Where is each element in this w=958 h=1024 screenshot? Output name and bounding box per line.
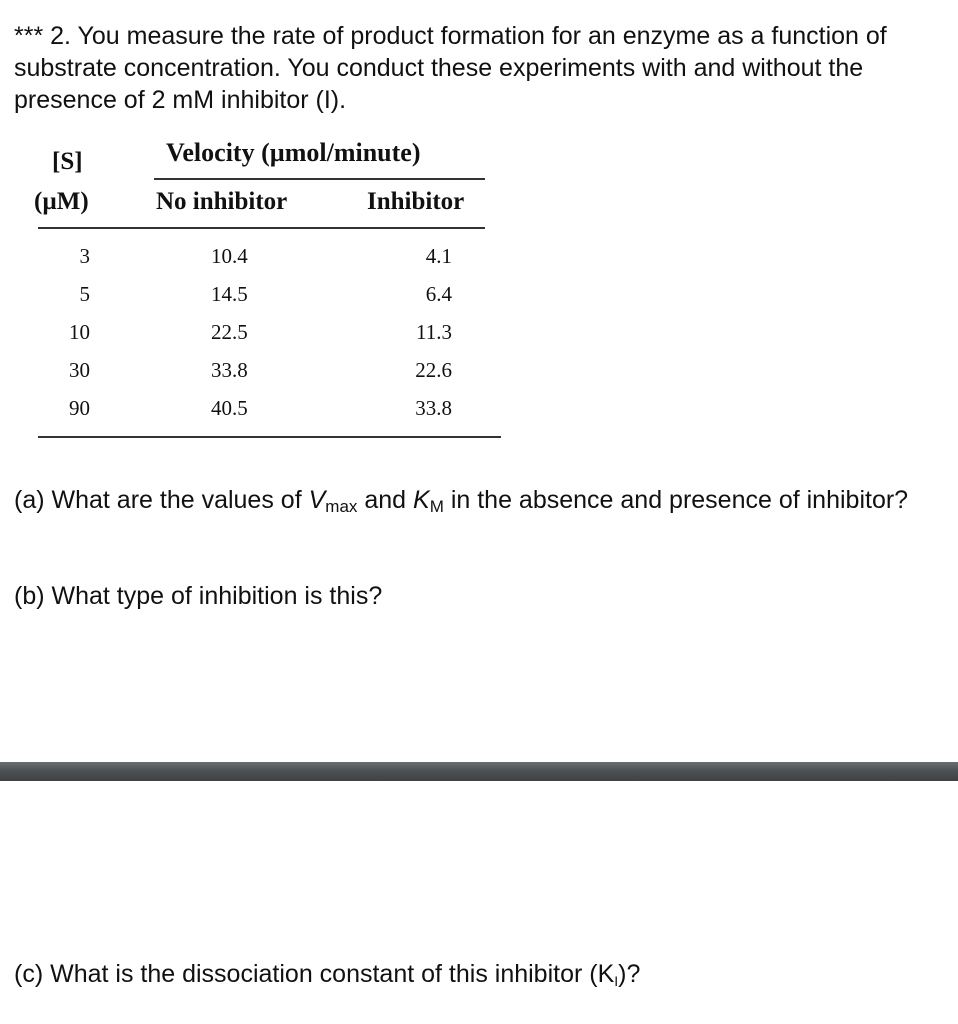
header-bottom-rule: [38, 227, 485, 229]
question-c-lead: (c) What is the dissociation constant of this inhibitor (K: [14, 960, 615, 988]
table-bottom-rule: [38, 436, 501, 438]
vmax-symbol: V: [308, 486, 326, 514]
cell-substrate: 10: [69, 320, 90, 344]
question-c: [14, 958, 944, 997]
cell-inhibitor: 33.8: [415, 396, 452, 420]
question-a: [14, 484, 944, 523]
question-a-lead: (a) What are the values of: [14, 486, 309, 514]
cell-inhibitor: 6.4: [425, 282, 452, 306]
question-b: (b) What type of inhibition is this?: [14, 582, 383, 610]
cell-no-inhibitor: 10.4: [211, 244, 248, 268]
cell-no-inhibitor: 40.5: [211, 396, 248, 420]
cell-no-inhibitor: 33.8: [211, 358, 248, 382]
vmax-subscript: max: [325, 497, 358, 516]
cell-substrate: 30: [69, 358, 90, 382]
column-header-no-inhibitor: No inhibitor: [156, 188, 288, 215]
problem-text: 2. You measure the rate of product formation for an enzyme as a function of substrate concentration. You conduct these experiments with and without the presence of 2 mM inhibitor (I).: [14, 22, 887, 114]
velocity-header: Velocity (µmol/minute): [166, 138, 421, 167]
km-subscript: M: [429, 497, 444, 516]
substrate-header-line1: [S]: [52, 148, 83, 175]
cell-substrate: 5: [79, 282, 90, 306]
question-c-tail: )?: [618, 960, 641, 988]
problem-statement: [14, 20, 944, 116]
km-symbol: K: [413, 486, 430, 514]
velocity-data-table: [24, 138, 504, 442]
cell-substrate: 3: [79, 244, 90, 268]
cell-inhibitor: 4.1: [425, 244, 452, 268]
cell-no-inhibitor: 22.5: [211, 320, 248, 344]
question-a-and: and: [357, 486, 414, 514]
velocity-header-rule: [154, 178, 485, 180]
cell-inhibitor: 11.3: [416, 320, 452, 344]
cell-substrate: 90: [69, 396, 90, 420]
ki-subscript: I: [614, 973, 619, 989]
cell-no-inhibitor: 14.5: [211, 282, 248, 306]
difficulty-stars: ***: [14, 22, 51, 50]
column-header-inhibitor: Inhibitor: [367, 188, 465, 215]
substrate-header-line2: (µM): [34, 188, 89, 215]
section-divider-bar: [0, 762, 958, 781]
cell-inhibitor: 22.6: [415, 358, 452, 382]
question-a-tail: in the absence and presence of inhibitor?: [443, 486, 909, 514]
